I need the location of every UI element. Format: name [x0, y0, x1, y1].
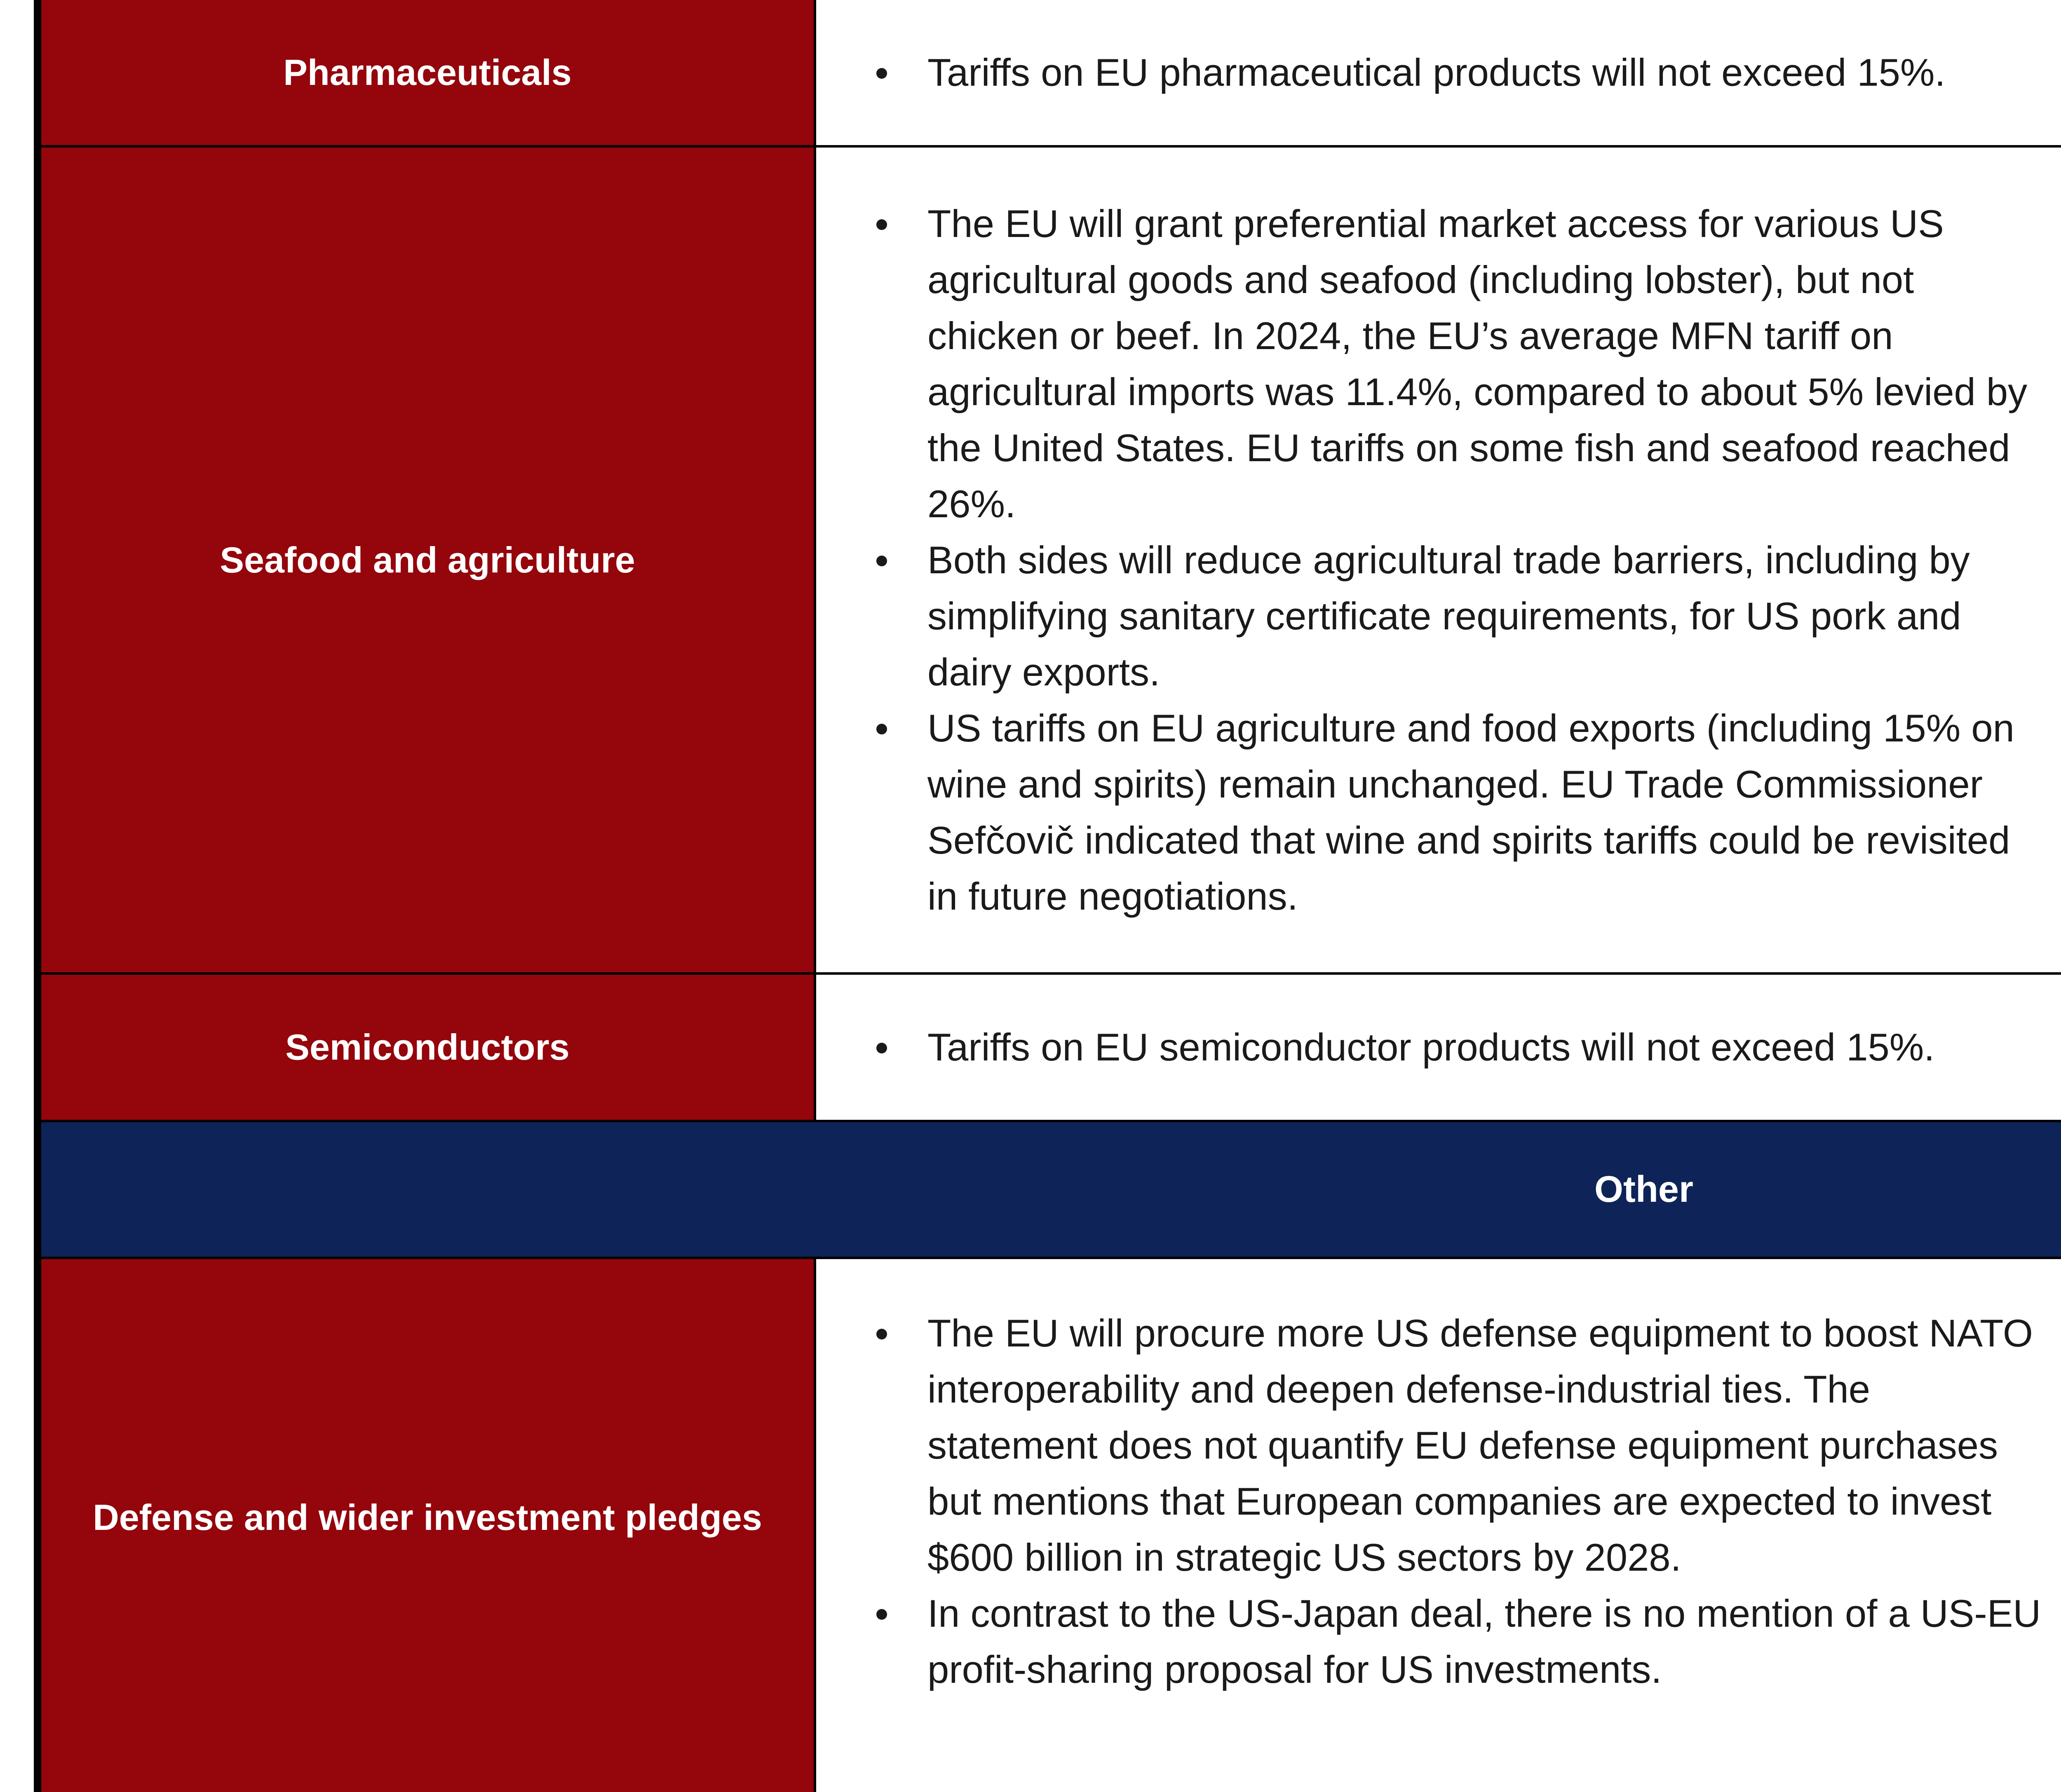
- section-header-other: [41, 1122, 2061, 1257]
- table-row-pharmaceuticals: [41, 0, 2061, 145]
- category-cell: [41, 1259, 814, 1792]
- detail-bullet: Both sides will reduce agricultural trade barriers, including by simplifying sanitary certificate requirements, for US pork and dairy exports.: [927, 532, 2049, 700]
- detail-bullet: The EU will procure more US defense equipment to boost NATO interoperability and deepen defense-industrial ties. The statement does not quantify EU defense equipment purchases but mentions that European companies are expected to invest $600 billion in strategic US sectors by 2028.: [927, 1305, 2049, 1586]
- detail-bullet: Tariffs on EU semiconductor products will not exceed 15%.: [927, 1019, 2049, 1075]
- category-cell: [41, 975, 814, 1120]
- comparison-table: [34, 0, 2061, 1792]
- detail-bullet: In contrast to the US-Japan deal, there is no mention of a US-EU profit-sharing proposal for US investments.: [927, 1586, 2049, 1698]
- details-list: [927, 1019, 2049, 1075]
- category-label: Pharmaceuticals: [283, 52, 572, 93]
- details-cell: [816, 148, 2061, 972]
- detail-bullet: US tariffs on EU agriculture and food exports (including 15% on wine and spirits) remain unchanged. EU Trade Commissioner Sefčovič indicated that wine and spirits tariffs could be revisited in future negotiations.: [927, 700, 2049, 924]
- category-label: Semiconductors: [285, 1027, 570, 1067]
- details-list: [927, 45, 2049, 101]
- table-body: [41, 0, 2061, 1792]
- details-list: [927, 196, 2049, 924]
- category-cell: [41, 148, 814, 972]
- details-cell: [816, 0, 2061, 145]
- category-cell: [41, 0, 814, 145]
- category-label: Seafood and agriculture: [220, 539, 635, 580]
- details-list: [927, 1305, 2049, 1698]
- section-label: Other: [1594, 1168, 1694, 1210]
- category-label: Defense and wider investment pledges: [93, 1496, 762, 1538]
- table-row-seafood-agriculture: [41, 148, 2061, 972]
- details-cell: [816, 1259, 2061, 1792]
- table-row-defense-investment: [41, 1259, 2061, 1792]
- detail-bullet: The EU will grant preferential market access for various US agricultural goods and seafood (including lobster), but not chicken or beef. In 2024, the EU’s average MFN tariff on agricultural imports was 11.4%, compared to about 5% levied by the United States. EU tariffs on some fish and seafood reached 26%.: [927, 196, 2049, 532]
- details-cell: [816, 975, 2061, 1120]
- table-row-semiconductors: [41, 975, 2061, 1120]
- detail-bullet: Tariffs on EU pharmaceutical products will not exceed 15%.: [927, 45, 2049, 101]
